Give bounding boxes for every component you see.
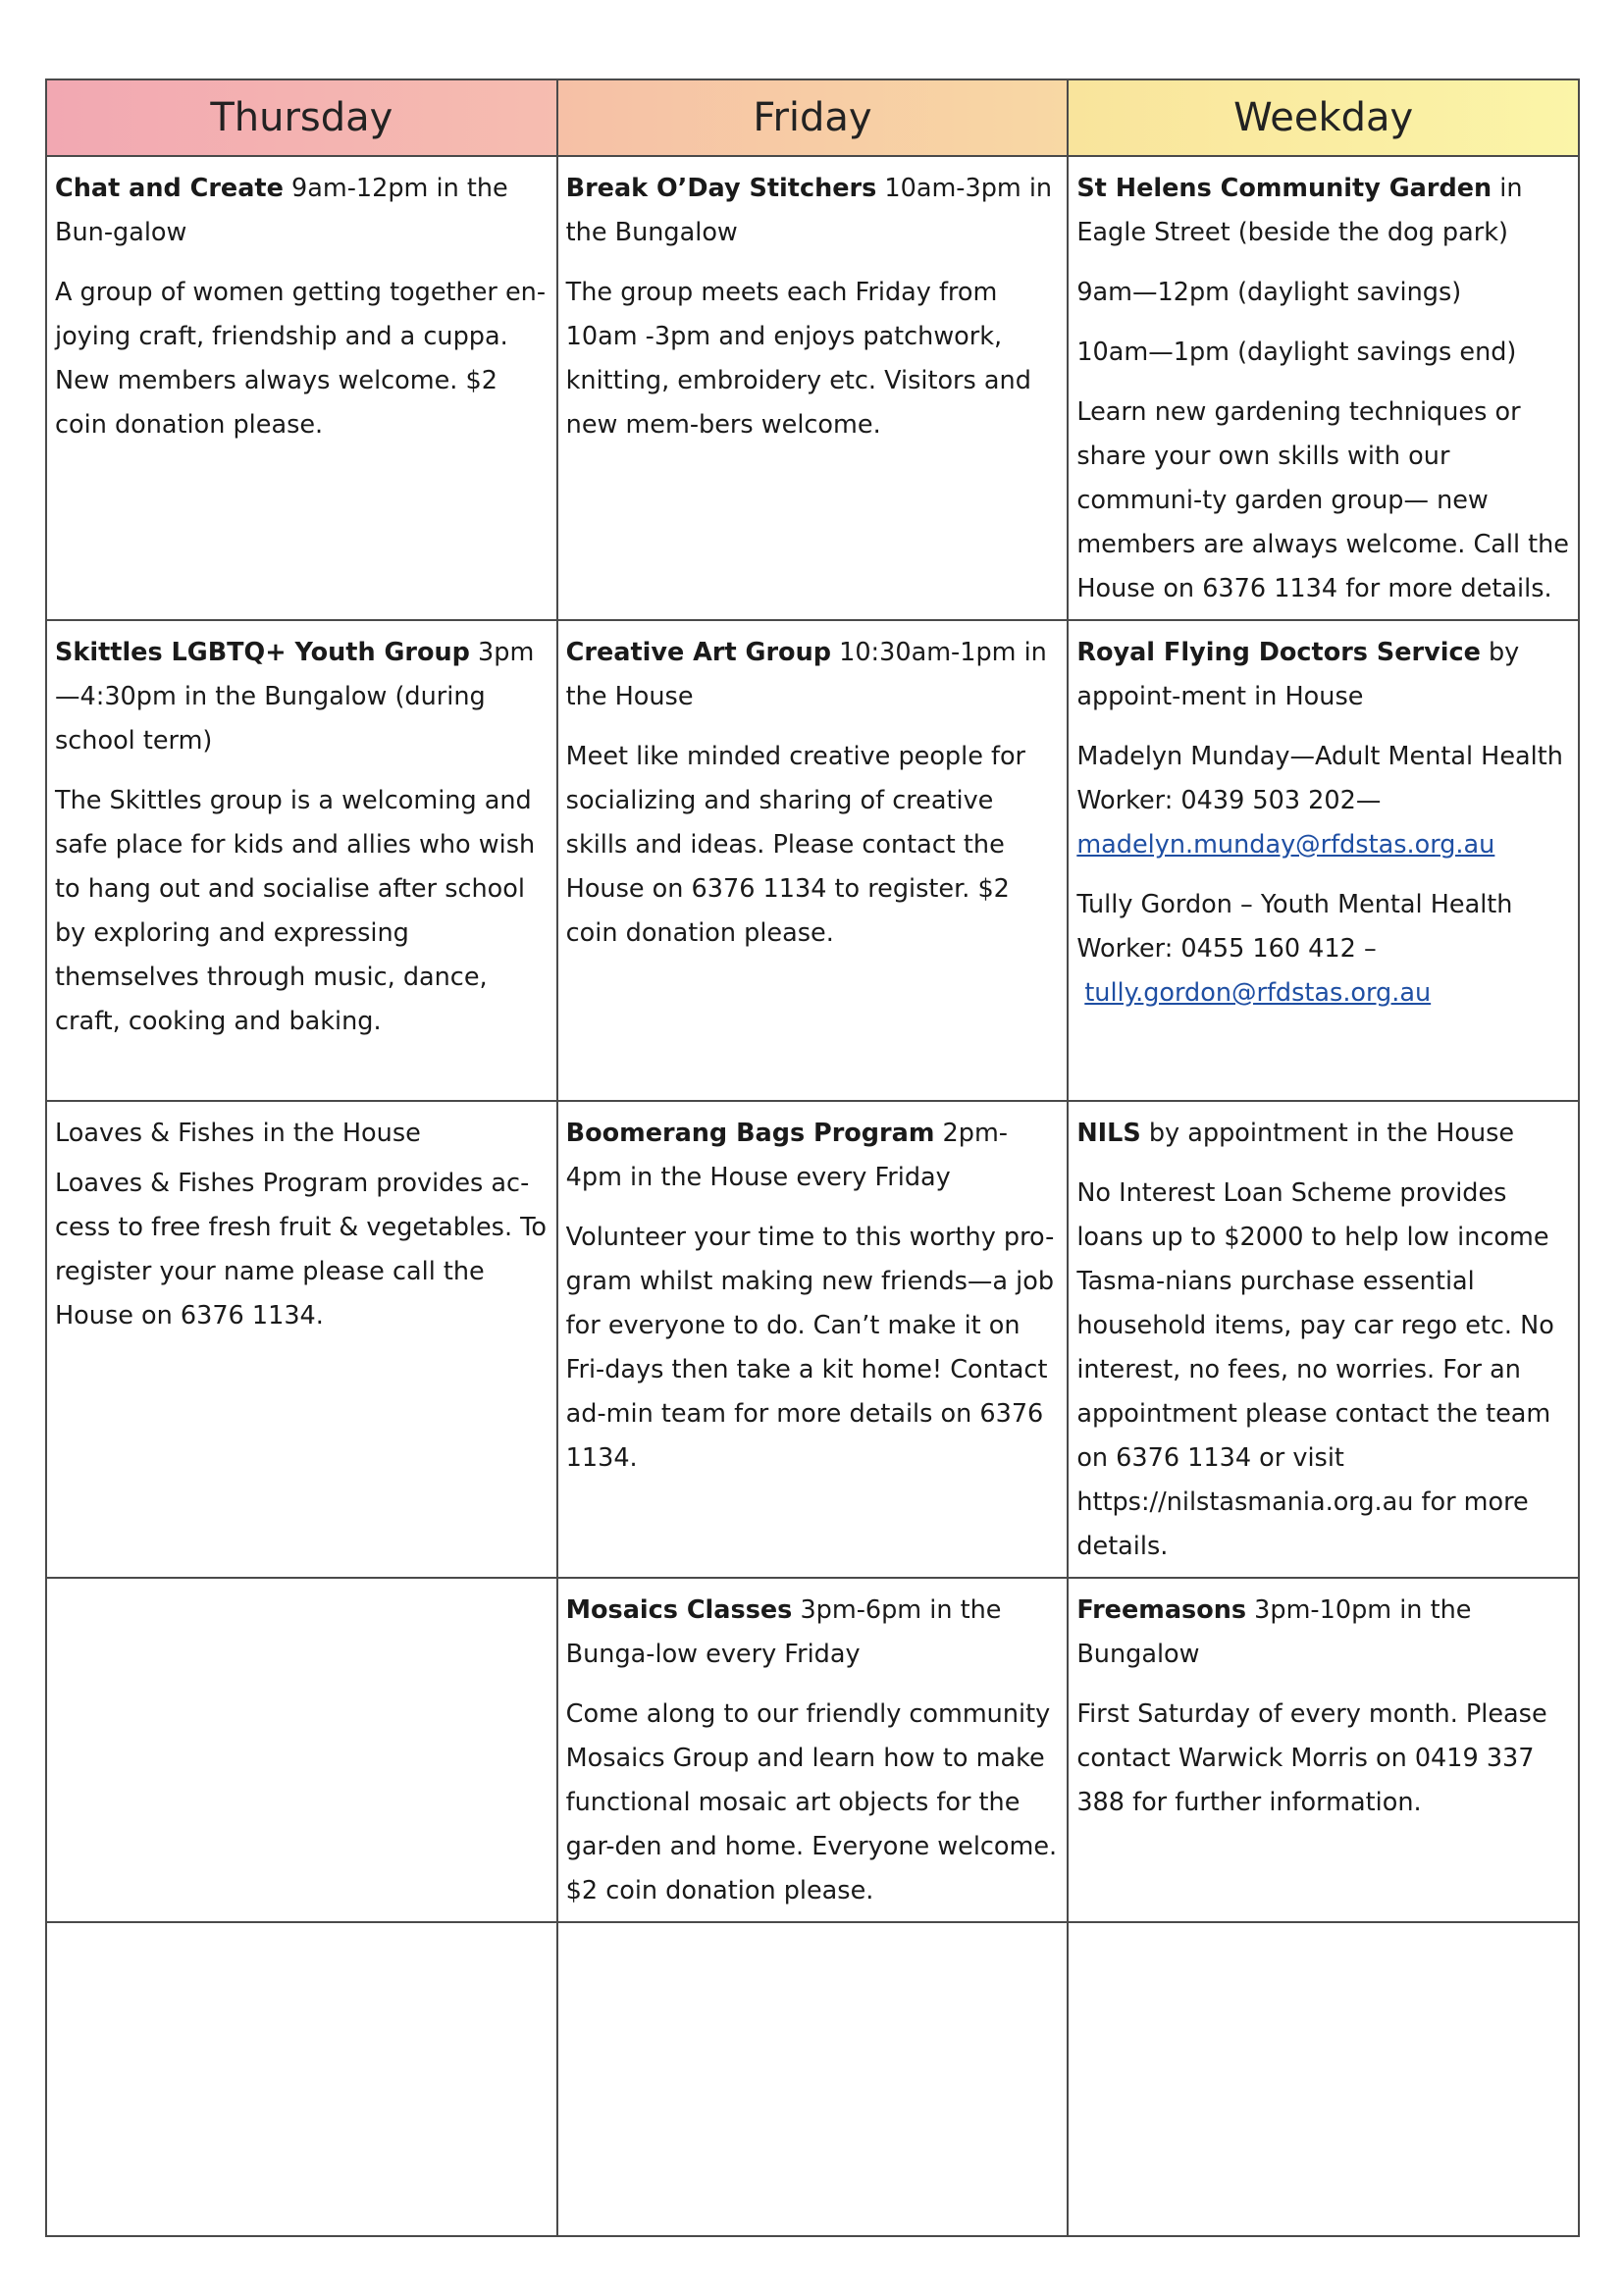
activity-description: No Interest Loan Scheme provides loans up to $2000 to help low income Tasma-nians purchase essential household items, pay car rego etc. No interest, no fees, no worries. For an appointment please contact the team on 6376 1134 or visit https://nilstasmania.org.au for more details. bbox=[1076, 1178, 1554, 1561]
activity-heading bbox=[55, 631, 549, 763]
column-header-weekday: Weekday bbox=[1068, 79, 1579, 156]
activity-heading bbox=[55, 1112, 549, 1156]
activity-description: Learn new gardening techniques or share your own skills with our communi-ty garden group— new members are always welcome. Call the House on 6376 1134 for more details. bbox=[1076, 397, 1569, 603]
activity-heading bbox=[55, 167, 549, 255]
empty-cell-thursday bbox=[46, 1578, 557, 1922]
weekly-schedule-table bbox=[45, 78, 1580, 2237]
activity-heading bbox=[1076, 1589, 1570, 1677]
activity-cell-weekday bbox=[1068, 620, 1579, 1101]
activity-title: Loaves & Fishes bbox=[55, 1119, 255, 1148]
activity-title: Creative Art Group bbox=[565, 638, 831, 667]
activity-heading bbox=[1076, 631, 1570, 719]
schedule-row bbox=[46, 1578, 1579, 1922]
column-header-thursday: Thursday bbox=[46, 79, 557, 156]
activity-description: First Saturday of every month. Please contact Warwick Morris on 0419 337 388 for further information. bbox=[1076, 1699, 1547, 1817]
column-header-friday: Friday bbox=[557, 79, 1069, 156]
email-link[interactable]: tully.gordon@rfdstas.org.au bbox=[1084, 978, 1432, 1008]
empty-cell-weekday bbox=[1068, 1922, 1579, 2236]
activity-cell-friday bbox=[557, 156, 1069, 620]
activity-description: Loaves & Fishes Program provides ac-cess to free fresh fruit & vegetables. To register your name please call the House on 6376 1134. bbox=[55, 1169, 547, 1331]
activity-hours: 9am—12pm (daylight savings) bbox=[1076, 278, 1462, 307]
activity-time-location: 3pm-10pm in the Bungalow bbox=[1076, 1595, 1472, 1669]
activity-heading bbox=[1076, 1112, 1570, 1156]
activity-title: Freemasons bbox=[1076, 1595, 1247, 1625]
activity-description: Volunteer your time to this worthy pro-gram whilst making new friends—a job for everyone to do. Can’t make it on Fri-days then take a kit home! Contact ad-min team for more details on 6376 1134. bbox=[565, 1223, 1055, 1473]
activity-cell-thursday bbox=[46, 1101, 557, 1578]
activity-heading bbox=[1076, 167, 1570, 255]
header-row bbox=[46, 79, 1579, 156]
activity-cell-friday bbox=[557, 1578, 1069, 1922]
activity-description: A group of women getting together en-joying craft, friendship and a cuppa. New members always welcome. $2 coin donation please. bbox=[55, 278, 547, 440]
activity-description: Come along to our friendly community Mosaics Group and learn how to make functional mosaic art objects for the gar-den and home. Everyone welcome. $2 coin donation please. bbox=[565, 1699, 1058, 1905]
schedule-row bbox=[46, 620, 1579, 1101]
activity-cell-thursday bbox=[46, 620, 557, 1101]
activity-time-location: 2pm-4pm in the House every Friday bbox=[565, 1119, 1008, 1192]
activity-description: The group meets each Friday from 10am -3pm and enjoys patchwork, knitting, embroidery etc. Visitors and new mem-bers welcome. bbox=[565, 278, 1031, 440]
activity-time-location: by appointment in the House bbox=[1140, 1119, 1515, 1148]
activity-cell-friday bbox=[557, 1101, 1069, 1578]
activity-time-location: 10am-3pm in the Bungalow bbox=[565, 174, 1053, 247]
schedule-row bbox=[46, 156, 1579, 620]
activity-time-location: 10:30am-1pm in the House bbox=[565, 638, 1047, 711]
activity-time-location: 3pm-6pm in the Bunga-low every Friday bbox=[565, 1595, 1002, 1669]
activity-heading bbox=[566, 167, 1060, 255]
activity-cell-thursday bbox=[46, 156, 557, 620]
activity-heading bbox=[566, 631, 1060, 719]
contact-entry bbox=[1076, 883, 1570, 1016]
schedule-sheet bbox=[45, 78, 1580, 2237]
empty-cell-thursday bbox=[46, 1922, 557, 2236]
contact-details: Madelyn Munday—Adult Mental Health Worker: 0439 503 202— bbox=[1076, 742, 1563, 815]
schedule-row bbox=[46, 1101, 1579, 1578]
contact-entry bbox=[1076, 735, 1570, 867]
contact-details: Tully Gordon – Youth Mental Health Worker: 0455 160 412 – bbox=[1076, 890, 1513, 964]
activity-cell-weekday bbox=[1068, 156, 1579, 620]
activity-title: Break O’Day Stitchers bbox=[565, 174, 877, 203]
activity-description: Meet like minded creative people for socializing and sharing of creative skills and ideas. Please contact the House on 6376 1134 to register. $2 coin donation please. bbox=[565, 742, 1026, 948]
activity-hours: 10am—1pm (daylight savings end) bbox=[1076, 338, 1517, 367]
activity-title: Boomerang Bags Program bbox=[565, 1119, 935, 1148]
activity-heading bbox=[566, 1112, 1060, 1200]
activity-cell-weekday bbox=[1068, 1101, 1579, 1578]
activity-time-location: by appoint-ment in House bbox=[1076, 638, 1520, 711]
activity-time-location: 9am-12pm in the Bun-galow bbox=[55, 174, 508, 247]
activity-title: NILS bbox=[1076, 1119, 1141, 1148]
activity-time-location: 3pm—4:30pm in the Bungalow (during school term) bbox=[55, 638, 535, 756]
schedule-row-empty bbox=[46, 1922, 1579, 2236]
activity-title: Chat and Create bbox=[55, 174, 284, 203]
activity-title: Royal Flying Doctors Service bbox=[1076, 638, 1481, 667]
activity-cell-friday bbox=[557, 620, 1069, 1101]
activity-title: Skittles LGBTQ+ Youth Group bbox=[55, 638, 470, 667]
activity-description: The Skittles group is a welcoming and safe place for kids and allies who wish to hang out and socialise after school by exploring and expressing themselves through music, dance, craft, cooking and baking. bbox=[55, 786, 536, 1036]
activity-heading bbox=[566, 1589, 1060, 1677]
email-link[interactable]: madelyn.munday@rfdstas.org.au bbox=[1076, 830, 1495, 860]
activity-time-location: in Eagle Street (beside the dog park) bbox=[1076, 174, 1523, 247]
activity-time-location: in the House bbox=[254, 1119, 421, 1148]
activity-title: Mosaics Classes bbox=[565, 1595, 793, 1625]
activity-title: St Helens Community Garden bbox=[1076, 174, 1492, 203]
activity-cell-weekday bbox=[1068, 1578, 1579, 1922]
empty-cell-friday bbox=[557, 1922, 1069, 2236]
